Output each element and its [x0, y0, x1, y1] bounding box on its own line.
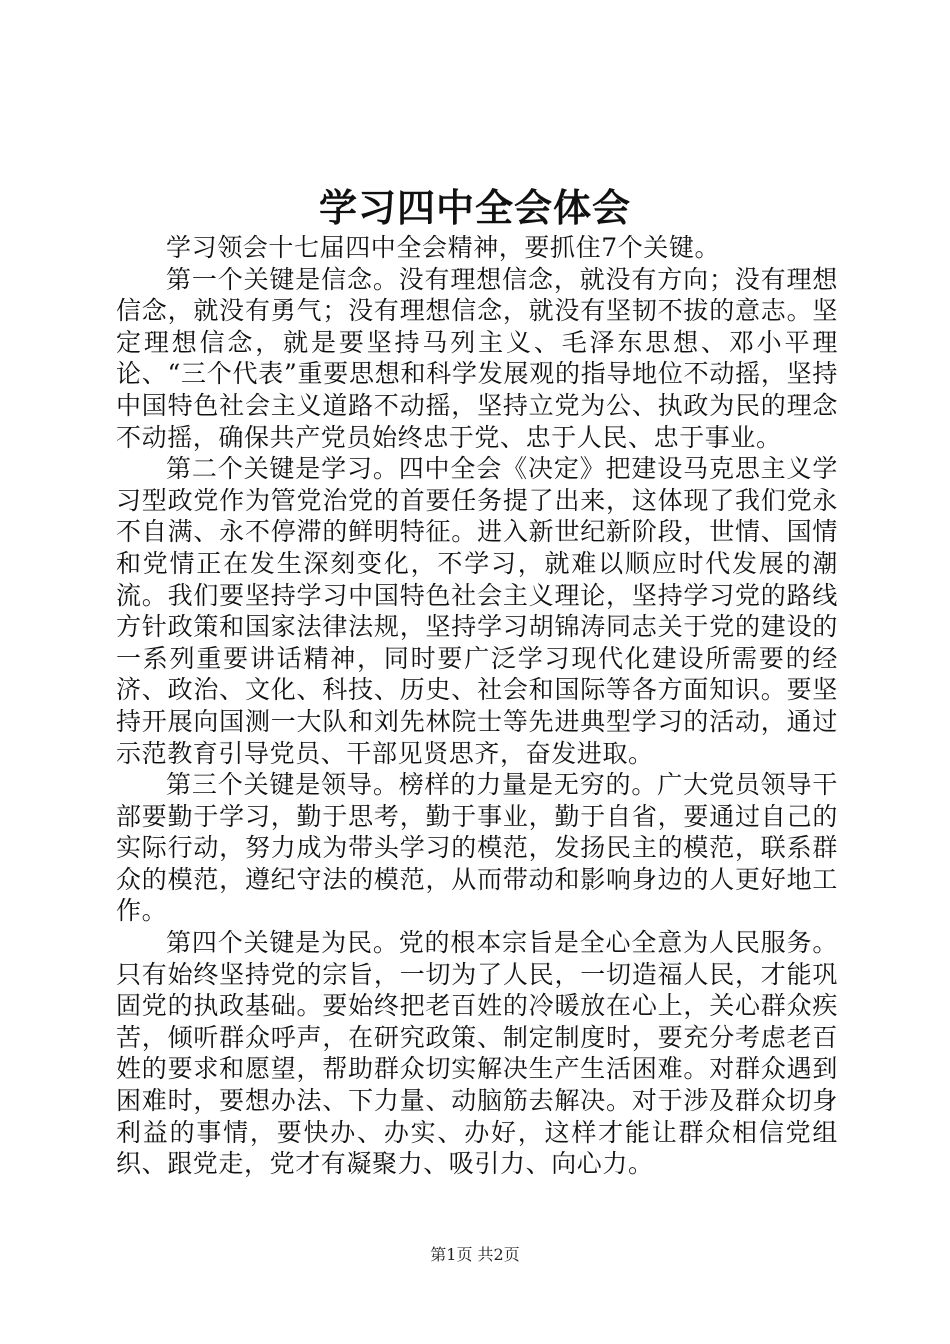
document-body — [116, 232, 838, 1180]
paragraph-intro: 学习领会十七届四中全会精神，要抓住7个关键。 — [166, 233, 721, 262]
paragraph-leadership: 第三个关键是领导。榜样的力量是无穷的。广大党员领导干部要勤于学习，勤于思考，勤于事业，勤于自省，要通过自己的实际行动，努力成为带头学习的模范，发扬民主的模范，联系群众的模范，遵纪守法的模范，从而带动和影响身边的人更好地工作。 — [116, 770, 838, 926]
document-title: 学习四中全会体会 — [318, 185, 631, 230]
page-number-footer: 第1页 共2页 — [430, 1245, 520, 1264]
paragraph-people: 第四个关键是为民。党的根本宗旨是全心全意为人民服务。只有始终坚持党的宗旨，一切为了人民，一切造福人民，才能巩固党的执政基础。要始终把老百姓的冷暖放在心上，关心群众疾苦，倾听群众呼声，在研究政策、制定制度时，要充分考虑老百姓的要求和愿望，帮助群众切实解决生产生活困难。对群众遇到困难时，要想办法、下力量、动脑筋去解决。对于涉及群众切身利益的事情，要快办、办实、办好，这样才能让群众相信党组织、跟党走，党才有凝聚力、吸引力、向心力。 — [116, 928, 838, 1179]
paragraph-study: 第二个关键是学习。四中全会《决定》把建设马克思主义学习型政党作为管党治党的首要任务提了出来，这体现了我们党永不自满、永不停滞的鲜明特征。进入新世纪新阶段，世情、国情和党情正在发生深刻变化，不学习，就难以顺应时代发展的潮流。我们要坚持学习中国特色社会主义理论，坚持学习党的路线方针政策和国家法律法规，坚持学习胡锦涛同志关于党的建设的一系列重要讲话精神，同时要广泛学习现代化建设所需要的经济、政治、文化、科技、历史、社会和国际等各方面知识。要坚持开展向国测一大队和刘先林院士等先进典型学习的活动，通过示范教育引导党员、干部见贤思齐，奋发进取。 — [116, 454, 838, 768]
paragraph-belief: 第一个关键是信念。没有理想信念，就没有方向；没有理想信念，就没有勇气；没有理想信念，就没有坚韧不拔的意志。坚定理想信念，就是要坚持马列主义、毛泽东思想、邓小平理论、“三个代表”重要思想和科学发展观的指导地位不动摇，坚持中国特色社会主义道路不动摇，坚持立党为公、执政为民的理念不动摇，确保共产党员始终忠于党、忠于人民、忠于事业。 — [116, 264, 838, 452]
